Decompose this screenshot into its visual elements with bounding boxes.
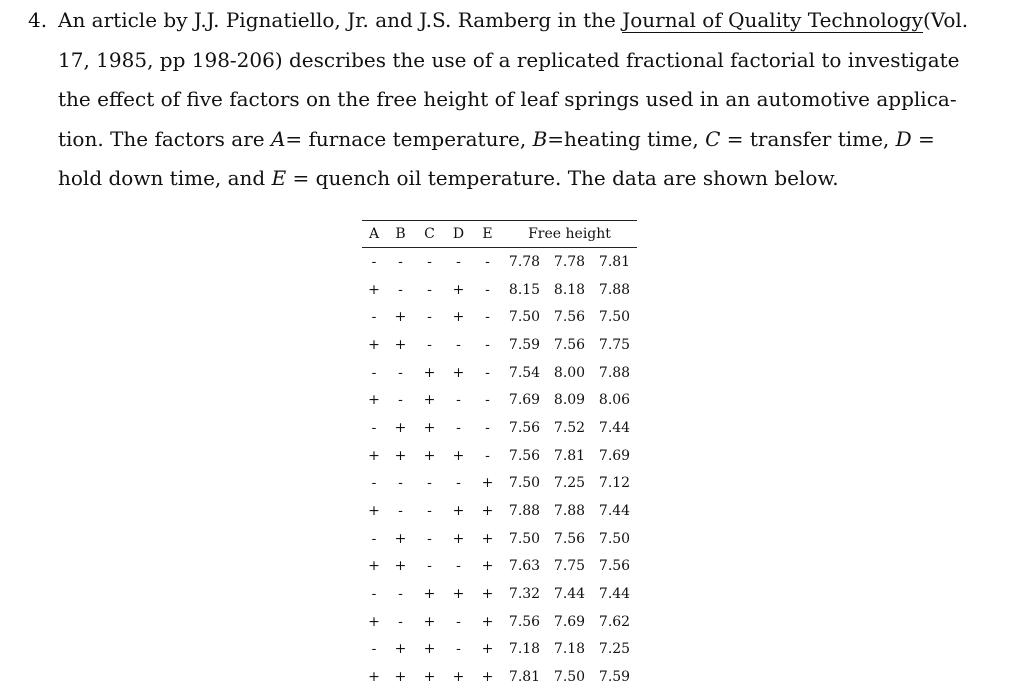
factor-level-cell: + (452, 309, 465, 326)
table-row (362, 248, 637, 276)
factor-level-cell: - (427, 281, 432, 298)
text-segment: 17, 1985, pp 198-206) describes the use of a replicated fractional factorial to investigate (58, 47, 960, 72)
factor-level-cell: - (456, 336, 461, 353)
free-height-cell: 7.50 (508, 309, 541, 326)
factor-level-cell: + (368, 392, 380, 409)
text-segment: the effect of five factors on the free height of leaf springs used in an automotive applica- (58, 87, 957, 112)
factor-level-cell: - (456, 475, 461, 492)
free-height-cell: 7.50 (598, 309, 631, 326)
factor-level-cell: + (452, 503, 465, 520)
paragraph-line (58, 4, 998, 44)
factor-level-cell: + (423, 419, 436, 436)
free-height-cell: 7.59 (508, 336, 541, 353)
factor-level-cell: - (427, 475, 432, 492)
free-height-cell: 7.50 (508, 530, 541, 547)
factor-level-cell: + (481, 475, 494, 492)
factor-level-cell: + (368, 613, 380, 630)
free-height-cell: 7.88 (508, 503, 541, 520)
factor-level-cell: + (394, 447, 407, 464)
free-height-cell: 7.56 (553, 530, 586, 547)
column-header-a: A (362, 221, 386, 248)
table-row (362, 359, 637, 387)
table-row (362, 663, 637, 691)
journal-title: Journal of Quality Technology (622, 8, 923, 32)
factor-level-cell: - (398, 475, 403, 492)
factor-level-cell: - (398, 586, 403, 603)
free-height-cell: 7.56 (553, 309, 586, 326)
table-row (362, 331, 637, 359)
factor-level-cell: - (427, 558, 432, 575)
factor-level-cell: + (368, 447, 380, 464)
factor-level-cell: - (456, 641, 461, 658)
text-segment: =heating time, (547, 126, 706, 151)
factor-level-cell: + (394, 641, 407, 658)
table-body (362, 248, 637, 692)
free-height-cell: 7.50 (598, 530, 631, 547)
factor-level-cell: - (371, 530, 377, 547)
text-segment: = quench oil temperature. The data are shown below. (286, 166, 839, 191)
free-height-cell: 7.81 (553, 447, 586, 464)
free-height-cell: 8.18 (553, 281, 586, 298)
factor-level-cell: + (368, 558, 380, 575)
factor-level-cell: + (481, 558, 494, 575)
free-height-cell: 7.69 (508, 392, 541, 409)
table-row (362, 303, 637, 331)
free-height-cell: 8.06 (598, 392, 631, 409)
text-segment: = furnace temperature, (285, 126, 533, 151)
free-height-cell: 7.69 (553, 613, 586, 630)
column-header-c: C (415, 221, 444, 248)
free-height-cell: 7.88 (598, 281, 631, 298)
factor-level-cell: + (368, 336, 380, 353)
factor-symbol: B (532, 126, 548, 151)
factor-level-cell: - (485, 253, 490, 270)
factor-symbol: C (705, 126, 721, 151)
factor-level-cell: - (398, 364, 403, 381)
problem-number: 4. (28, 8, 48, 32)
factor-level-cell: + (481, 641, 494, 658)
free-height-cell: 7.62 (598, 613, 631, 630)
factor-level-cell: + (423, 669, 436, 686)
free-height-cell: 7.59 (598, 669, 631, 686)
paragraph-line (58, 44, 998, 84)
table-row (362, 497, 637, 525)
factor-level-cell: + (452, 364, 465, 381)
table-row (362, 608, 637, 636)
factor-level-cell: - (398, 253, 403, 270)
factor-level-cell: - (485, 336, 490, 353)
factor-level-cell: - (371, 586, 377, 603)
factor-level-cell: + (423, 447, 436, 464)
factor-level-cell: + (423, 641, 436, 658)
factor-level-cell: - (485, 281, 490, 298)
free-height-cell: 7.44 (598, 419, 631, 436)
factor-symbol: A (270, 126, 286, 151)
factor-level-cell: + (481, 503, 494, 520)
free-height-cell: 7.44 (553, 586, 586, 603)
table-header-row (362, 221, 637, 248)
free-height-cell: 7.56 (508, 419, 541, 436)
free-height-cell: 7.52 (553, 419, 586, 436)
free-height-cell: 7.44 (598, 503, 631, 520)
free-height-cell: 7.32 (508, 586, 541, 603)
factor-level-cell: - (456, 558, 461, 575)
column-header-d: D (444, 221, 473, 248)
text-segment: (Vol. (922, 8, 969, 32)
factor-level-cell: + (368, 281, 380, 298)
free-height-cell: 7.56 (553, 336, 586, 353)
factor-level-cell: - (456, 419, 461, 436)
column-header-e: E (473, 221, 502, 248)
free-height-cell: 7.75 (553, 558, 586, 575)
free-height-cell: 8.09 (553, 392, 586, 409)
factor-level-cell: + (481, 669, 494, 686)
factor-level-cell: - (398, 281, 403, 298)
factor-level-cell: + (423, 586, 436, 603)
factor-level-cell: + (394, 309, 407, 326)
factor-level-cell: + (394, 336, 407, 353)
factor-level-cell: - (485, 447, 490, 464)
factor-level-cell: - (371, 253, 377, 270)
factor-level-cell: + (423, 392, 436, 409)
factor-level-cell: - (371, 364, 377, 381)
data-table-container (362, 220, 637, 691)
free-height-cell: 7.44 (598, 586, 631, 603)
factor-symbol: D (895, 126, 912, 151)
factor-level-cell: - (485, 364, 490, 381)
factor-symbol: E (271, 166, 287, 191)
free-height-cell: 7.56 (508, 447, 541, 464)
factor-level-cell: + (394, 558, 407, 575)
factor-level-cell: + (481, 613, 494, 630)
paragraph-line (58, 162, 998, 202)
text-segment: tion. The factors are (58, 126, 271, 151)
free-height-cell: 7.25 (598, 641, 631, 658)
factor-level-cell: + (368, 503, 380, 520)
factor-level-cell: + (394, 669, 407, 686)
free-height-cell: 7.81 (598, 253, 631, 270)
factor-level-cell: + (423, 613, 436, 630)
factor-level-cell: - (485, 309, 490, 326)
free-height-cell: 7.88 (598, 364, 631, 381)
factor-level-cell: + (452, 669, 465, 686)
factor-level-cell: - (427, 503, 432, 520)
problem-paragraph (58, 4, 998, 202)
factor-level-cell: + (481, 586, 494, 603)
factor-level-cell: - (371, 641, 377, 658)
free-height-cell: 8.15 (508, 281, 541, 298)
free-height-cell: 7.50 (553, 669, 586, 686)
free-height-cell: 7.50 (508, 475, 541, 492)
factor-level-cell: + (452, 447, 465, 464)
factor-level-cell: + (452, 281, 465, 298)
table-row (362, 386, 637, 414)
factor-level-cell: - (456, 613, 461, 630)
factor-level-cell: + (394, 419, 407, 436)
table-row (362, 636, 637, 664)
text-segment: An article by J.J. Pignatiello, Jr. and J.S. Ramberg in the (58, 8, 623, 32)
table-row (362, 276, 637, 304)
column-header-free-height: Free height (502, 221, 637, 248)
table-row (362, 414, 637, 442)
factor-level-cell: + (452, 586, 465, 603)
text-segment: = (911, 126, 935, 151)
paragraph-line (58, 123, 998, 163)
factor-level-cell: - (427, 309, 432, 326)
paragraph-line (58, 83, 998, 123)
table-row (362, 442, 637, 470)
free-height-cell: 7.78 (553, 253, 586, 270)
free-height-table (362, 220, 637, 691)
table-row (362, 553, 637, 581)
factor-level-cell: + (368, 669, 380, 686)
factor-level-cell: - (427, 253, 432, 270)
free-height-cell: 7.18 (508, 641, 541, 658)
free-height-cell: 7.54 (508, 364, 541, 381)
free-height-cell: 7.63 (508, 558, 541, 575)
factor-level-cell: - (371, 419, 377, 436)
free-height-cell: 7.81 (508, 669, 541, 686)
free-height-cell: 7.18 (553, 641, 586, 658)
factor-level-cell: - (398, 613, 403, 630)
factor-level-cell: - (371, 309, 377, 326)
factor-level-cell: - (427, 530, 432, 547)
factor-level-cell: + (481, 530, 494, 547)
factor-level-cell: - (371, 475, 377, 492)
factor-level-cell: - (398, 392, 403, 409)
factor-level-cell: + (394, 530, 407, 547)
free-height-cell: 7.78 (508, 253, 541, 270)
free-height-cell: 7.56 (598, 558, 631, 575)
factor-level-cell: + (452, 530, 465, 547)
free-height-cell: 7.56 (508, 613, 541, 630)
free-height-cell: 8.00 (553, 364, 586, 381)
factor-level-cell: - (485, 419, 490, 436)
column-header-b: B (386, 221, 415, 248)
free-height-cell: 7.75 (598, 336, 631, 353)
factor-level-cell: - (485, 392, 490, 409)
factor-level-cell: - (456, 253, 461, 270)
factor-level-cell: + (423, 364, 436, 381)
table-row (362, 525, 637, 553)
free-height-cell: 7.25 (553, 475, 586, 492)
free-height-cell: 7.88 (553, 503, 586, 520)
factor-level-cell: - (427, 336, 432, 353)
factor-level-cell: - (456, 392, 461, 409)
factor-level-cell: - (398, 503, 403, 520)
free-height-cell: 7.69 (598, 447, 631, 464)
table-row (362, 580, 637, 608)
free-height-cell: 7.12 (598, 475, 631, 492)
text-segment: = transfer time, (720, 126, 896, 151)
text-segment: hold down time, and (58, 166, 272, 191)
table-row (362, 470, 637, 498)
